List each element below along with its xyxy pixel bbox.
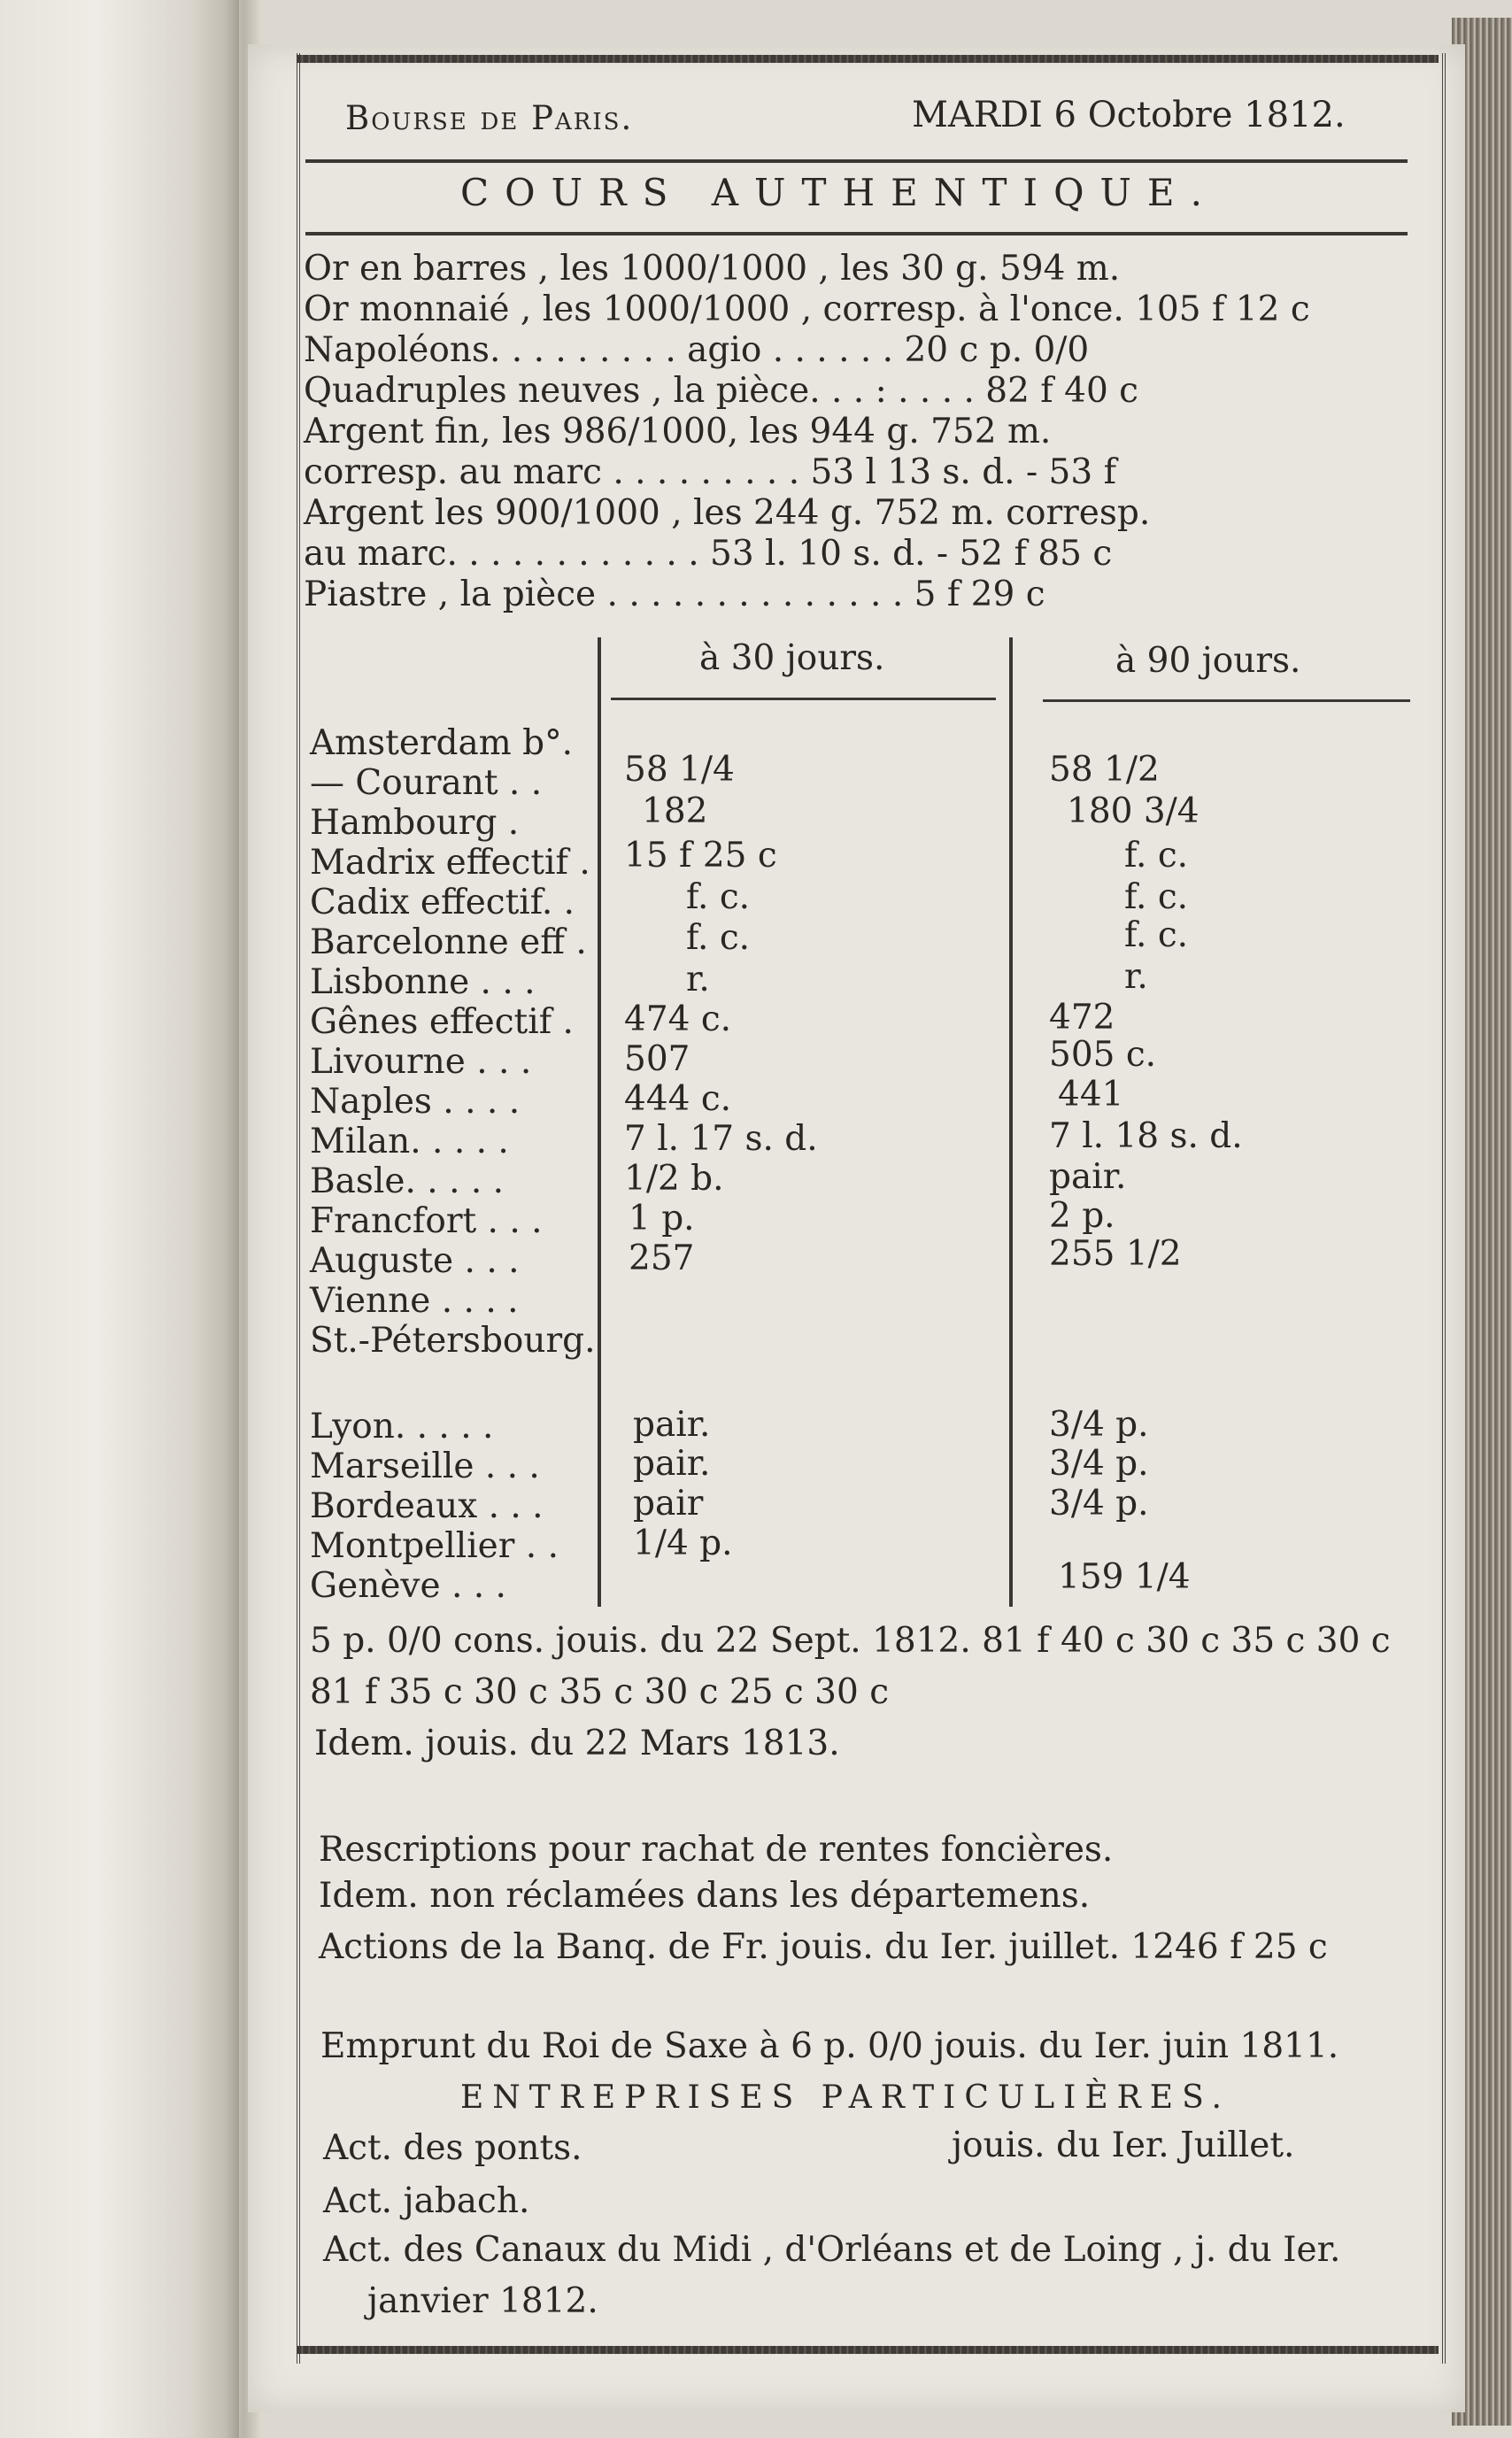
- rate-90: 472: [1049, 998, 1115, 1038]
- rate-90: r.: [1124, 957, 1148, 997]
- rate-30: f. c.: [686, 918, 751, 958]
- metal-line: Or en barres , les 1000/1000 , les 30 g. 594 m.: [304, 249, 1121, 289]
- place-name: Marseille . . .: [310, 1447, 540, 1486]
- rente-line: 5 p. 0/0 cons. jouis. du 22 Sept. 1812. 81 f 40 c 30 c 35 c 30 c: [310, 1621, 1391, 1661]
- rente-line: Idem. jouis. du 22 Mars 1813.: [314, 1724, 840, 1763]
- column-header-90: à 90 jours.: [1115, 641, 1301, 681]
- place-name: Auguste . . .: [310, 1241, 520, 1281]
- rescription-line: Rescriptions pour rachat de rentes foncières.: [319, 1830, 1114, 1870]
- book-gutter-left: [0, 0, 239, 2438]
- rate-90: 2 p.: [1049, 1196, 1115, 1236]
- metal-line: au marc. . . . . . . . . . . . 53 l. 10 s. d. - 52 f 85 c: [304, 534, 1113, 574]
- rate-30: 257: [629, 1238, 695, 1278]
- rate-90: f. c.: [1124, 915, 1189, 955]
- metal-line: Argent les 900/1000 , les 244 g. 752 m. corresp.: [304, 493, 1151, 533]
- rescription-line: Idem. non réclamées dans les départemens.: [319, 1876, 1091, 1916]
- place-name: Cadix effectif. .: [310, 883, 575, 922]
- place-name: Lyon. . . . .: [310, 1407, 494, 1447]
- rate-90: pair.: [1049, 1157, 1127, 1197]
- rate-90: 3/4 p.: [1049, 1484, 1149, 1524]
- rate-90: 505 c.: [1049, 1035, 1157, 1075]
- rate-30: r.: [686, 960, 710, 999]
- metal-line: Or monnaié , les 1000/1000 , corresp. à l'once. 105 f 12 c: [304, 289, 1310, 329]
- rate-30: pair: [633, 1484, 704, 1524]
- rate-90: f. c.: [1124, 836, 1189, 876]
- rescription-line: Actions de la Banq. de Fr. jouis. du Ier. juillet. 1246 f 25 c: [319, 1927, 1328, 1967]
- column-header-rule: [611, 698, 996, 700]
- column-header-rule: [1043, 699, 1410, 702]
- metal-line: Napoléons. . . . . . . . . agio . . . . . . 20 c p. 0/0: [304, 330, 1090, 370]
- header-rule: [305, 159, 1408, 163]
- rate-90: 7 l. 18 s. d.: [1049, 1116, 1243, 1156]
- entreprise-line: Act. jabach.: [323, 2181, 530, 2221]
- metal-line: Piastre , la pièce . . . . . . . . . . . . . . 5 f 29 c: [304, 575, 1045, 614]
- rate-30: 444 c.: [624, 1079, 732, 1119]
- title-rule: [305, 232, 1408, 235]
- rate-90: 58 1/2: [1049, 750, 1160, 790]
- column-header-30: à 30 jours.: [699, 638, 885, 678]
- rate-90: 441: [1058, 1075, 1124, 1115]
- place-name: Livourne . . .: [310, 1042, 532, 1082]
- place-name: Naples . . . .: [310, 1082, 521, 1122]
- frame-top-rule: [297, 55, 1439, 63]
- rate-30: 1 p.: [629, 1199, 695, 1238]
- column-divider: [1009, 637, 1013, 1607]
- entreprise-line: Act. des Canaux du Midi , d'Orléans et de Loing , j. du Ier.: [323, 2230, 1341, 2270]
- section-title: ENTREPRISES PARTICULIÈRES.: [460, 2079, 1230, 2116]
- rate-30: 182: [642, 791, 708, 831]
- column-divider: [598, 637, 601, 1607]
- place-name: Montpellier . .: [310, 1526, 559, 1566]
- rate-30: 58 1/4: [624, 750, 735, 790]
- place-name: Milan. . . . .: [310, 1122, 509, 1161]
- rate-30: f. c.: [686, 877, 751, 917]
- metal-line: corresp. au marc . . . . . . . . . 53 l 13 s. d. - 53 f: [304, 452, 1117, 492]
- header-date: MARDI 6 Octobre 1812.: [912, 95, 1346, 135]
- rate-30: pair.: [633, 1444, 711, 1484]
- metal-line: Quadruples neuves , la pièce. . . : . . . . 82 f 40 c: [304, 371, 1139, 411]
- rate-30: 507: [624, 1039, 690, 1079]
- rate-90: 180 3/4: [1067, 791, 1200, 831]
- rate-30: pair.: [633, 1405, 711, 1445]
- entreprise-line: Act. des ponts.: [323, 2128, 582, 2168]
- place-name: Bordeaux . . .: [310, 1486, 544, 1526]
- page-title: COURS AUTHENTIQUE.: [460, 171, 1218, 214]
- place-name: Francfort . . .: [310, 1201, 543, 1241]
- place-name: Gênes effectif .: [310, 1002, 574, 1042]
- place-name: Basle. . . . .: [310, 1161, 505, 1201]
- frame-bottom-rule: [297, 2346, 1439, 2354]
- place-name: Genève . . .: [310, 1566, 506, 1606]
- rente-line: 81 f 35 c 30 c 35 c 30 c 25 c 30 c: [310, 1672, 890, 1712]
- rate-90: 3/4 p.: [1049, 1444, 1149, 1484]
- entreprise-line-right: jouis. du Ier. Juillet.: [952, 2126, 1295, 2165]
- place-name: St.-Pétersbourg.: [310, 1321, 596, 1361]
- rate-90: 255 1/2: [1049, 1234, 1182, 1274]
- rate-30: 1/4 p.: [633, 1524, 733, 1563]
- place-name: — Courant . .: [310, 763, 543, 803]
- rate-90: 3/4 p.: [1049, 1405, 1149, 1445]
- metal-line: Argent fin, les 986/1000, les 944 g. 752 m.: [304, 412, 1052, 451]
- place-name: Lisbonne . . .: [310, 962, 536, 1002]
- place-name: Madrix effectif .: [310, 843, 590, 883]
- entreprise-line: janvier 1812.: [367, 2281, 598, 2321]
- emprunt-line: Emprunt du Roi de Saxe à 6 p. 0/0 jouis. du Ier. juin 1811.: [320, 2026, 1339, 2066]
- rate-30: 474 c.: [624, 999, 732, 1039]
- rate-90: f. c.: [1124, 877, 1189, 917]
- place-name: Amsterdam b°.: [310, 723, 574, 763]
- place-name: Barcelonne eff .: [310, 922, 587, 962]
- rate-30: 15 f 25 c: [624, 836, 777, 876]
- header-left: Bourse de Paris.: [345, 99, 634, 137]
- rate-90: 159 1/4: [1058, 1557, 1191, 1597]
- rate-30: 1/2 b.: [624, 1159, 724, 1199]
- rate-30: 7 l. 17 s. d.: [624, 1119, 818, 1159]
- place-name: Vienne . . . .: [310, 1281, 519, 1321]
- place-name: Hambourg .: [310, 803, 520, 843]
